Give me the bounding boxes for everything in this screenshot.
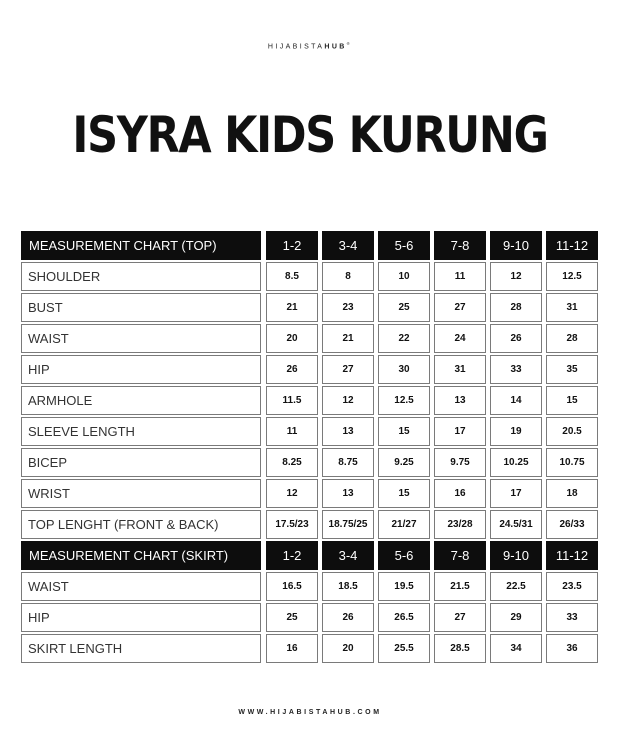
measurement-value: 36 (546, 634, 598, 663)
size-header-cell: 1-2 (266, 231, 318, 260)
top-table-row (21, 448, 603, 477)
measurement-label: TOP LENGHT (FRONT & BACK) (21, 510, 261, 539)
skirt-table-row (21, 603, 603, 632)
measurement-value: 29 (490, 603, 542, 632)
size-header-cell: 7-8 (434, 231, 486, 260)
measurement-label: BICEP (21, 448, 261, 477)
measurement-value: 35 (546, 355, 598, 384)
measurement-value: 24.5/31 (490, 510, 542, 539)
measurement-value: 25 (378, 293, 430, 322)
measurement-value: 18.5 (322, 572, 374, 601)
measurement-label: WRIST (21, 479, 261, 508)
brand-logo: HIJABISTAHUB® (267, 41, 353, 51)
measurement-value: 21 (322, 324, 374, 353)
measurement-value: 33 (546, 603, 598, 632)
measurement-label: HIP (21, 355, 261, 384)
top-table-row (21, 293, 603, 322)
skirt-header-label: MEASUREMENT CHART (SKIRT) (21, 541, 261, 570)
measurement-value: 22.5 (490, 572, 542, 601)
measurement-value: 21/27 (378, 510, 430, 539)
size-header-cell: 7-8 (434, 541, 486, 570)
measurement-value: 11 (266, 417, 318, 446)
measurement-value: 13 (322, 417, 374, 446)
top-header-label: MEASUREMENT CHART (TOP) (21, 231, 261, 260)
website-url: WWW.HIJABISTAHUB.COM (238, 709, 382, 716)
size-header-cell: 3-4 (322, 541, 374, 570)
measurement-value: 22 (378, 324, 430, 353)
top-table-header (21, 231, 603, 260)
measurement-value: 15 (378, 417, 430, 446)
measurement-label: ARMHOLE (21, 386, 261, 415)
measurement-value: 20.5 (546, 417, 598, 446)
measurement-value: 23.5 (546, 572, 598, 601)
measurement-value: 28 (490, 293, 542, 322)
measurement-value: 8.5 (266, 262, 318, 291)
measurement-value: 16 (266, 634, 318, 663)
top-table-row (21, 262, 603, 291)
measurement-value: 11.5 (266, 386, 318, 415)
measurement-value: 34 (490, 634, 542, 663)
measurement-label: SLEEVE LENGTH (21, 417, 261, 446)
measurement-value: 26.5 (378, 603, 430, 632)
measurement-value: 26 (322, 603, 374, 632)
measurement-value: 23 (322, 293, 374, 322)
measurement-value: 30 (378, 355, 430, 384)
measurement-value: 27 (434, 293, 486, 322)
measurement-value: 12.5 (546, 262, 598, 291)
measurement-value: 26 (490, 324, 542, 353)
skirt-table-row (21, 572, 603, 601)
top-table-row (21, 324, 603, 353)
top-table-row (21, 417, 603, 446)
measurement-value: 14 (490, 386, 542, 415)
top-table-row (21, 386, 603, 415)
measurement-tables (21, 231, 603, 665)
measurement-value: 9.75 (434, 448, 486, 477)
page-title: ISYRA KIDS KURUNG (72, 106, 548, 164)
measurement-value: 13 (434, 386, 486, 415)
measurement-value: 15 (546, 386, 598, 415)
measurement-label: WAIST (21, 324, 261, 353)
measurement-value: 25 (266, 603, 318, 632)
measurement-value: 18.75/25 (322, 510, 374, 539)
measurement-value: 10 (378, 262, 430, 291)
measurement-value: 11 (434, 262, 486, 291)
measurement-value: 26 (266, 355, 318, 384)
measurement-value: 23/28 (434, 510, 486, 539)
measurement-value: 17 (434, 417, 486, 446)
measurement-value: 10.75 (546, 448, 598, 477)
measurement-label: BUST (21, 293, 261, 322)
measurement-value: 9.25 (378, 448, 430, 477)
measurement-value: 31 (546, 293, 598, 322)
size-header-cell: 5-6 (378, 231, 430, 260)
measurement-label: WAIST (21, 572, 261, 601)
measurement-value: 13 (322, 479, 374, 508)
measurement-value: 12 (490, 262, 542, 291)
size-header-cell: 1-2 (266, 541, 318, 570)
measurement-value: 24 (434, 324, 486, 353)
size-header-cell: 9-10 (490, 541, 542, 570)
skirt-table-header (21, 541, 603, 570)
measurement-value: 25.5 (378, 634, 430, 663)
top-table-row (21, 510, 603, 539)
measurement-label: HIP (21, 603, 261, 632)
measurement-value: 33 (490, 355, 542, 384)
measurement-value: 27 (322, 355, 374, 384)
size-header-cell: 3-4 (322, 231, 374, 260)
measurement-value: 8.75 (322, 448, 374, 477)
measurement-value: 21.5 (434, 572, 486, 601)
measurement-value: 19.5 (378, 572, 430, 601)
measurement-value: 20 (322, 634, 374, 663)
skirt-table-row (21, 634, 603, 663)
measurement-value: 19 (490, 417, 542, 446)
measurement-value: 28 (546, 324, 598, 353)
top-table-row (21, 479, 603, 508)
measurement-value: 27 (434, 603, 486, 632)
measurement-value: 21 (266, 293, 318, 322)
top-table-row (21, 355, 603, 384)
measurement-value: 17 (490, 479, 542, 508)
measurement-value: 8 (322, 262, 374, 291)
measurement-label: SKIRT LENGTH (21, 634, 261, 663)
measurement-value: 16 (434, 479, 486, 508)
measurement-value: 18 (546, 479, 598, 508)
size-header-cell: 11-12 (546, 231, 598, 260)
measurement-value: 12.5 (378, 386, 430, 415)
measurement-value: 20 (266, 324, 318, 353)
measurement-value: 12 (322, 386, 374, 415)
size-header-cell: 11-12 (546, 541, 598, 570)
measurement-value: 8.25 (266, 448, 318, 477)
measurement-value: 31 (434, 355, 486, 384)
size-header-cell: 5-6 (378, 541, 430, 570)
measurement-value: 17.5/23 (266, 510, 318, 539)
measurement-label: SHOULDER (21, 262, 261, 291)
size-header-cell: 9-10 (490, 231, 542, 260)
measurement-value: 28.5 (434, 634, 486, 663)
measurement-value: 26/33 (546, 510, 598, 539)
measurement-value: 16.5 (266, 572, 318, 601)
measurement-value: 12 (266, 479, 318, 508)
measurement-value: 10.25 (490, 448, 542, 477)
measurement-value: 15 (378, 479, 430, 508)
